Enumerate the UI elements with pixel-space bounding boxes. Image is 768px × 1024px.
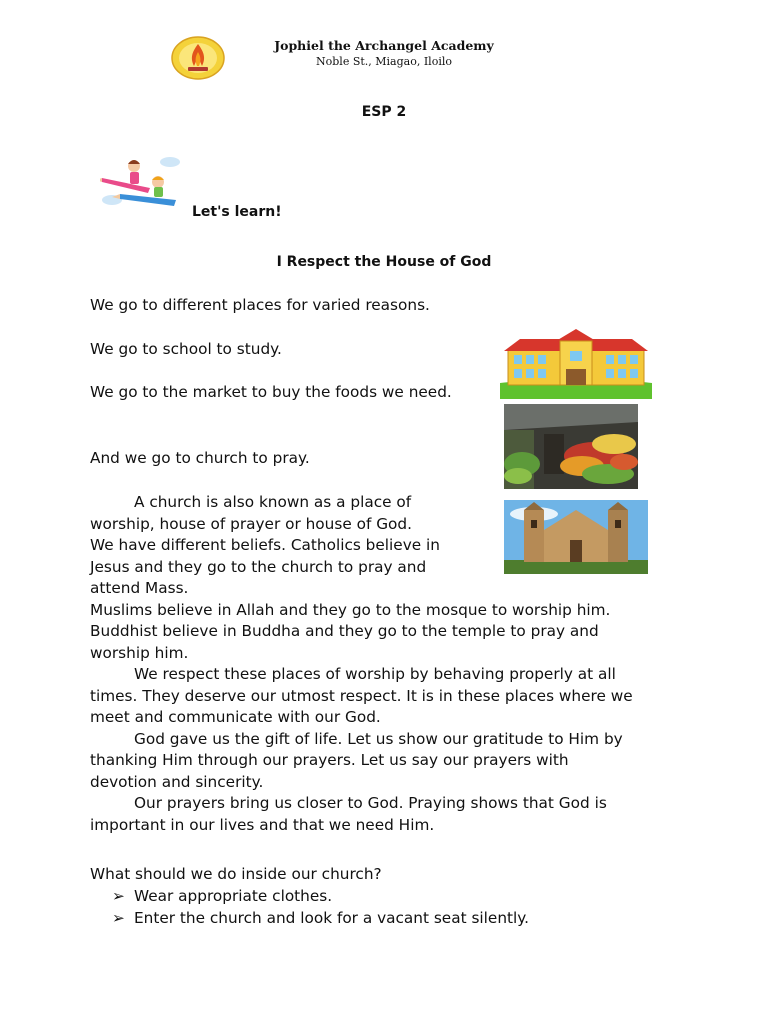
body-line-text: attend Mass. <box>90 579 189 597</box>
school-address: Noble St., Miagao, Iloilo <box>316 55 452 68</box>
intro-line: We go to school to study. <box>90 340 282 358</box>
question-line: What should we do inside our church? <box>90 865 382 883</box>
body-line <box>90 729 633 751</box>
market-photo <box>504 404 638 489</box>
body-text <box>90 492 633 836</box>
body-line-text: devotion and sincerity. <box>90 772 264 791</box>
arrow-bullet-icon: ➢ <box>112 909 125 927</box>
body-line-text: Our prayers bring us closer to God. Praying shows that God is <box>134 794 607 812</box>
body-line-text: Buddhist believe in Buddha and they go to the temple to pray and <box>90 622 599 640</box>
body-line-text: Jesus and they go to the church to pray and <box>90 557 427 576</box>
body-line <box>90 707 633 729</box>
body-line <box>90 600 633 622</box>
body-line <box>90 492 633 514</box>
body-line <box>90 578 633 600</box>
body-line-text: thanking Him through our prayers. Let us say our prayers with <box>90 751 569 769</box>
list-item <box>112 886 332 908</box>
body-line <box>90 621 633 643</box>
list-item-text: Wear appropriate clothes. <box>134 887 333 905</box>
body-line-text: worship, house of prayer or house of God. <box>90 514 412 533</box>
school-building-illustration <box>500 327 652 399</box>
body-line <box>90 664 633 686</box>
body-line-text: Muslims believe in Allah and they go to the mosque to worship him. <box>90 600 611 619</box>
body-line <box>90 750 633 772</box>
body-line <box>90 557 633 579</box>
arrow-bullet-icon: ➢ <box>112 887 125 905</box>
body-line-text: A church is also known as a place of <box>134 493 412 511</box>
body-line-text: times. They deserve our utmost respect. It is in these places where we <box>90 686 633 705</box>
body-line <box>90 643 633 665</box>
body-line-text: important in our lives and that we need Him. <box>90 815 435 834</box>
subject-title: ESP 2 <box>361 104 407 120</box>
intro-line: We go to different places for varied reasons. <box>90 296 430 314</box>
body-line <box>90 686 633 708</box>
intro-line: We go to the market to buy the foods we need. <box>90 383 452 401</box>
list-item-text: Enter the church and look for a vacant seat silently. <box>134 909 530 927</box>
lesson-title: I Respect the House of God <box>276 254 492 270</box>
school-name: Jophiel the Archangel Academy <box>274 38 494 53</box>
body-line-text: God gave us the gift of life. Let us show our gratitude to Him by <box>134 729 623 748</box>
kids-on-pencil-illustration <box>100 152 184 210</box>
body-line-text: We respect these places of worship by behaving properly at all <box>134 665 616 683</box>
body-line <box>90 535 633 557</box>
body-line <box>90 772 633 794</box>
body-line <box>90 793 633 815</box>
body-line-text: worship him. <box>90 643 189 662</box>
body-line-text: We have different beliefs. Catholics believe in <box>90 536 440 554</box>
body-line <box>90 514 633 536</box>
body-line-text: meet and communicate with our God. <box>90 708 381 726</box>
list-item <box>112 908 529 930</box>
lets-learn-heading: Let's learn! <box>192 204 282 220</box>
intro-line: And we go to church to pray. <box>90 449 310 467</box>
body-line <box>90 815 633 837</box>
